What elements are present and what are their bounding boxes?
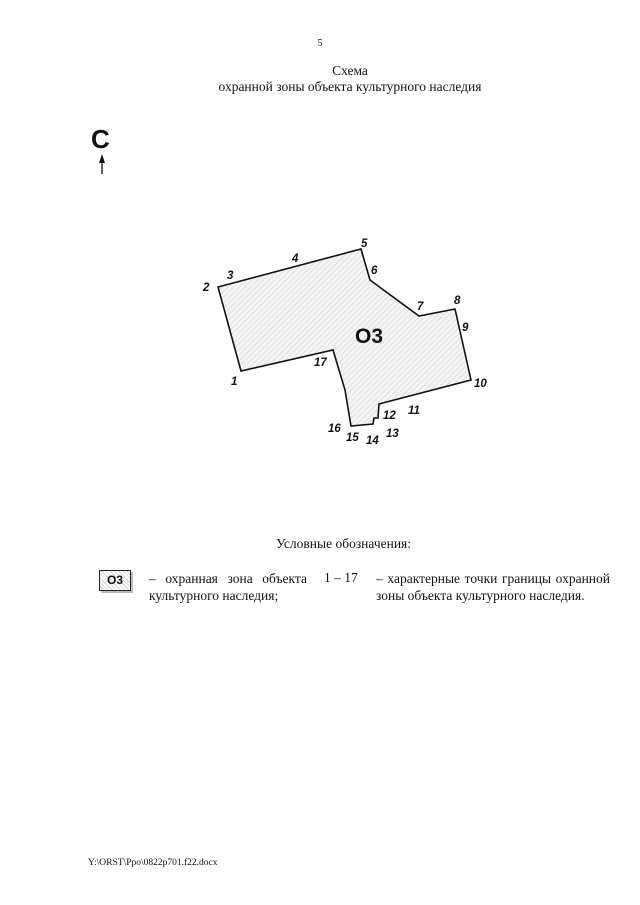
point-label-6: 6 xyxy=(371,265,378,277)
point-label-4: 4 xyxy=(292,253,299,265)
point-label-16: 16 xyxy=(328,423,341,435)
point-label-2: 2 xyxy=(203,282,210,294)
point-label-11: 11 xyxy=(408,405,420,417)
zone-label: О3 xyxy=(355,325,384,348)
point-label-3: 3 xyxy=(227,270,234,282)
point-label-13: 13 xyxy=(386,428,399,440)
point-label-10: 10 xyxy=(474,378,487,390)
point-label-15: 15 xyxy=(346,432,359,444)
point-label-5: 5 xyxy=(361,238,368,250)
title-line-2: охранной зоны объекта культурного наследия xyxy=(218,79,482,94)
point-label-14: 14 xyxy=(366,435,379,447)
footer-file-path: Y:\ORST\Ppo\0822p701.f22.docx xyxy=(88,858,218,868)
point-label-12: 12 xyxy=(383,410,396,422)
point-label-7: 7 xyxy=(417,301,424,313)
page-number: 5 xyxy=(317,38,323,49)
legend-points-range: 1 – 17 xyxy=(324,570,358,585)
legend-title: Условные обозначения: xyxy=(276,536,412,551)
point-label-9: 9 xyxy=(462,322,469,334)
legend-zone-description: – охранная зона объекта культурного наследия; xyxy=(149,571,307,603)
point-label-1: 1 xyxy=(231,376,238,388)
north-letter: С xyxy=(91,124,110,154)
point-label-8: 8 xyxy=(454,295,461,307)
title-line-1: Схема xyxy=(332,63,368,78)
legend-points-description: – характерные точки границы охранной зоны объекта культурного наследия. xyxy=(376,571,610,603)
legend-zone-swatch: О3 xyxy=(99,570,131,591)
protection-zone-polygon xyxy=(218,249,471,426)
point-label-17: 17 xyxy=(314,357,327,369)
